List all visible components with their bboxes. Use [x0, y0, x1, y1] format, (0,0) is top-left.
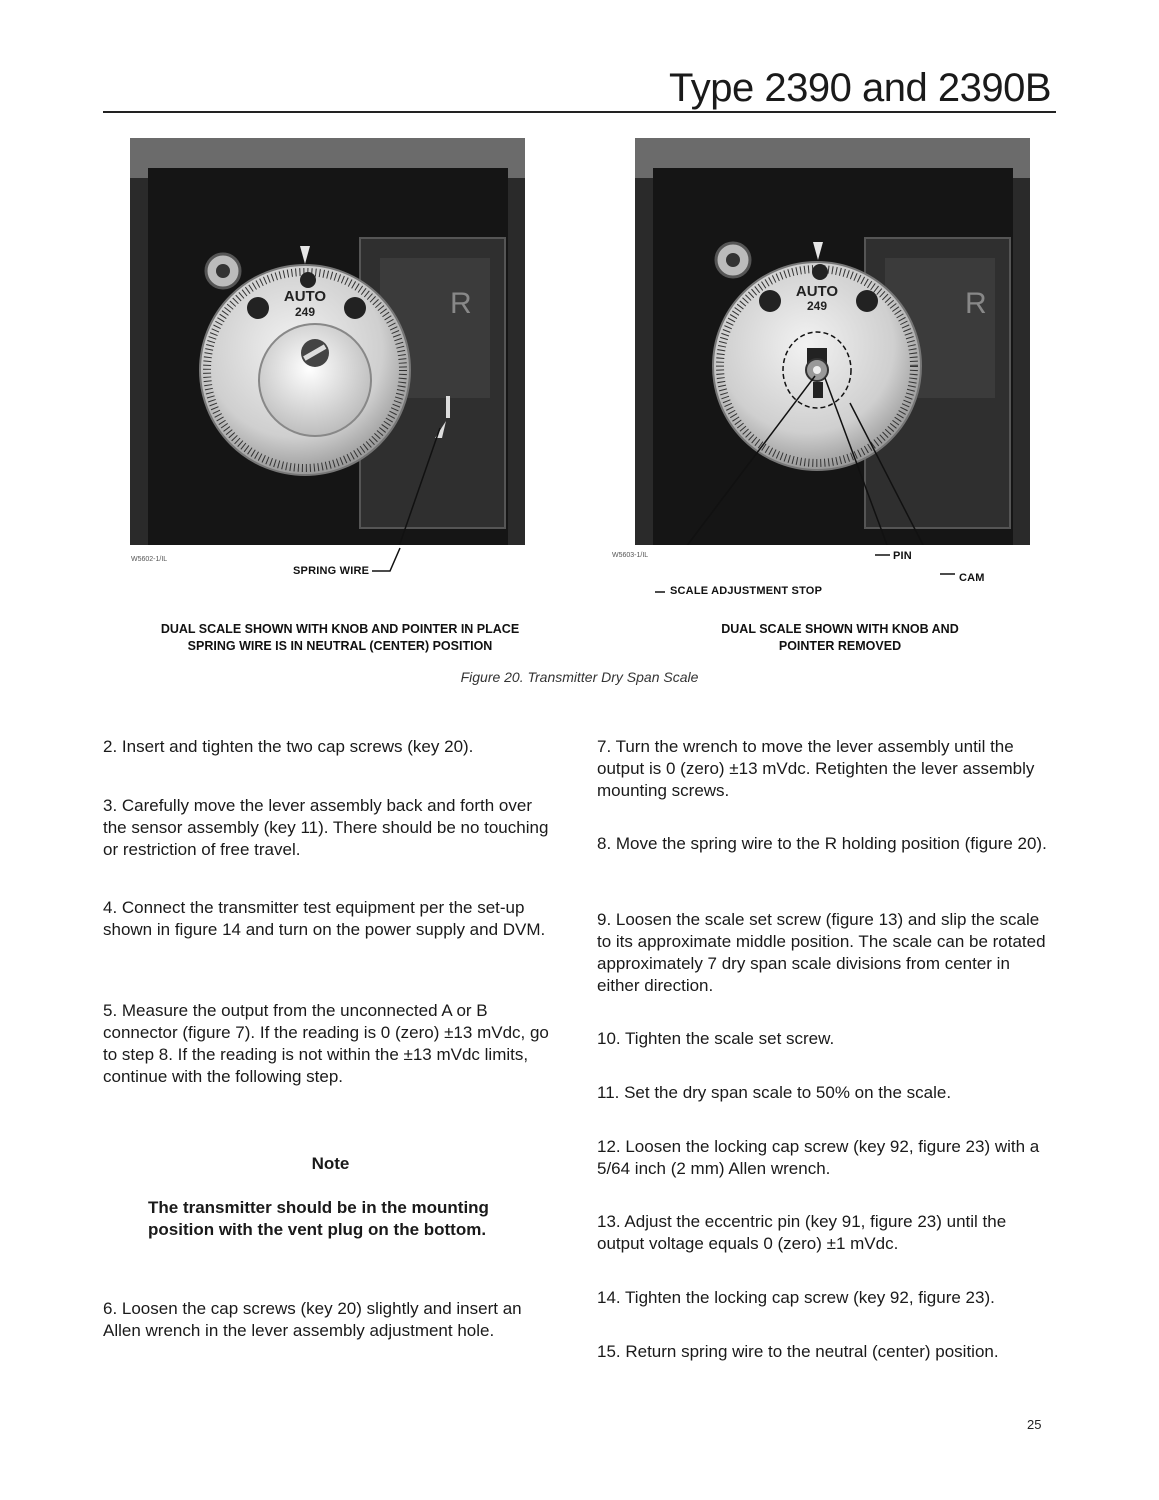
callout-line-spring-wire — [370, 540, 410, 575]
step-10: 10. Tighten the scale set screw. — [597, 1029, 835, 1048]
figure-tag-left: W5602-1/IL — [131, 556, 168, 563]
dial-label-number-left: 249 — [294, 305, 316, 319]
panel-caption-right — [640, 621, 1040, 655]
figure-caption: Figure 20. Transmitter Dry Span Scale — [460, 669, 699, 685]
step-5: 5. Measure the output from the unconnected A or B connector (figure 7). If the reading is 0 (zero) ±13 mVdc, go to step 8. If the reading is not within the ±13 mVdc limits, continue with the following step. — [103, 1001, 549, 1086]
panel-caption-right-line2: POINTER REMOVED — [778, 639, 902, 653]
letter-r-right: R — [965, 287, 987, 320]
dial-label-auto-right: AUTO — [795, 283, 839, 300]
callout-scale-adjustment-stop: SCALE ADJUSTMENT STOP — [670, 585, 823, 597]
letter-r-left: R — [450, 287, 472, 320]
figure-tag-right: W5603-1/IL — [612, 552, 649, 559]
step-14: 14. Tighten the locking cap screw (key 92, figure 23). — [597, 1288, 995, 1307]
step-11: 11. Set the dry span scale to 50% on the scale. — [597, 1083, 952, 1102]
figure-photo-left — [130, 138, 525, 545]
header-rule — [103, 111, 1056, 113]
panel-caption-left-line2: SPRING WIRE IS IN NEUTRAL (CENTER) POSITION — [187, 639, 493, 653]
step-4: 4. Connect the transmitter test equipment per the set-up shown in figure 14 and turn on the power supply and DVM. — [103, 898, 546, 939]
step-12: 12. Loosen the locking cap screw (key 92, figure 23) with a 5/64 inch (2 mm) Allen wrench. — [597, 1137, 1040, 1178]
callout-spring-wire: SPRING WIRE — [293, 565, 370, 577]
callout-cam: CAM — [959, 572, 985, 584]
step-6: 6. Loosen the cap screws (key 20) slightly and insert an Allen wrench in the lever assembly adjustment hole. — [103, 1299, 522, 1340]
dial-label-auto-left: AUTO — [283, 288, 327, 305]
step-3: 3. Carefully move the lever assembly back and forth over the sensor assembly (key 11). There should be no touching or restriction of free travel. — [103, 796, 549, 859]
step-13: 13. Adjust the eccentric pin (key 91, figure 23) until the output voltage equals 0 (zero) ±1 mVdc. — [597, 1212, 1007, 1253]
figure-photo-right — [635, 138, 1030, 545]
step-15: 15. Return spring wire to the neutral (center) position. — [597, 1342, 999, 1361]
step-2: 2. Insert and tighten the two cap screws (key 20). — [103, 737, 474, 756]
panel-caption-right-line1: DUAL SCALE SHOWN WITH KNOB AND — [721, 622, 959, 636]
page-number: 25 — [1027, 1417, 1042, 1432]
note-body: The transmitter should be in the mounting position with the vent plug on the bottom. — [148, 1198, 489, 1239]
note-title: Note — [311, 1154, 350, 1173]
step-7: 7. Turn the wrench to move the lever assembly until the output is 0 (zero) ±13 mVdc. Retighten the lever assembly mounting screws. — [597, 737, 1035, 800]
dial-label-number-right: 249 — [806, 299, 828, 313]
callout-pin: PIN — [893, 550, 912, 562]
step-8: 8. Move the spring wire to the R holding position (figure 20). — [597, 834, 1047, 853]
step-9: 9. Loosen the scale set screw (figure 13) and slip the scale to its approximate middle position. The scale can be rotated approximately 7 dry span scale divisions from center in either direction. — [597, 910, 1046, 995]
panel-caption-left — [130, 621, 550, 655]
page-header-title: Type 2390 and 2390B — [669, 66, 1051, 110]
panel-caption-left-line1: DUAL SCALE SHOWN WITH KNOB AND POINTER IN PLACE — [160, 622, 520, 636]
